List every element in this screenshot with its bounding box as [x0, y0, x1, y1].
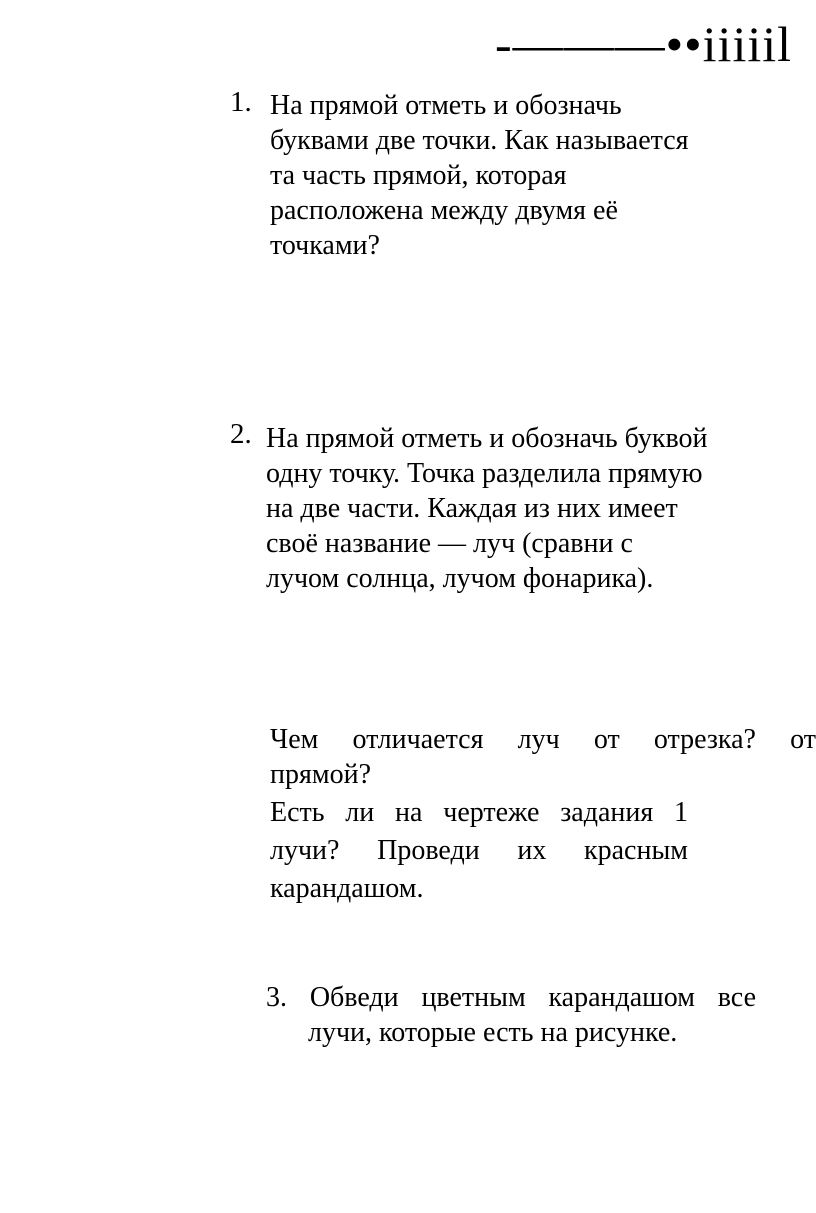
task-3-text	[266, 980, 756, 1050]
task-1-line-4: расположена между двумя её	[270, 195, 618, 226]
task-2-line-5: лучом солнца, лучом фонарика).	[266, 563, 654, 594]
task-2-line-1: На прямой отметь и обозначь буквой	[266, 423, 708, 454]
task-1-line-3: та часть прямой, которая	[270, 160, 567, 191]
header-glyphs: -———••iiiiil	[495, 16, 793, 72]
task-3-line-2: лучи, которые есть на рисунке.	[308, 1017, 678, 1048]
task-1-text	[270, 88, 770, 263]
task-2-text	[266, 421, 796, 596]
task-1-number: 1.	[230, 86, 252, 118]
task-1-line-5: точками?	[270, 230, 380, 261]
task-2-number: 2.	[230, 418, 252, 450]
task-3-line-1: 3. Обведи цветным карандашом все	[266, 982, 756, 1013]
question-rays-line-2: лучи? Проведи их красным	[270, 835, 688, 866]
task-2-line-3: на две части. Каждая из них имеет	[266, 493, 678, 524]
question-difference-line-1: Чем отличается луч от отрезка? от	[270, 724, 816, 755]
question-rays	[270, 794, 688, 908]
task-2-line-4: своё название — луч (сравни с	[266, 528, 633, 559]
task-2-line-2: одну точку. Точка разделила прямую	[266, 458, 703, 489]
question-rays-line-3: карандашом.	[270, 873, 424, 904]
question-difference	[270, 722, 816, 792]
task-1-line-1: На прямой отметь и обозначь	[270, 90, 622, 121]
question-difference-line-2: прямой?	[270, 759, 371, 790]
question-rays-line-1: Есть ли на чертеже задания 1	[270, 797, 688, 828]
task-1-line-2: буквами две точки. Как называется	[270, 125, 689, 156]
